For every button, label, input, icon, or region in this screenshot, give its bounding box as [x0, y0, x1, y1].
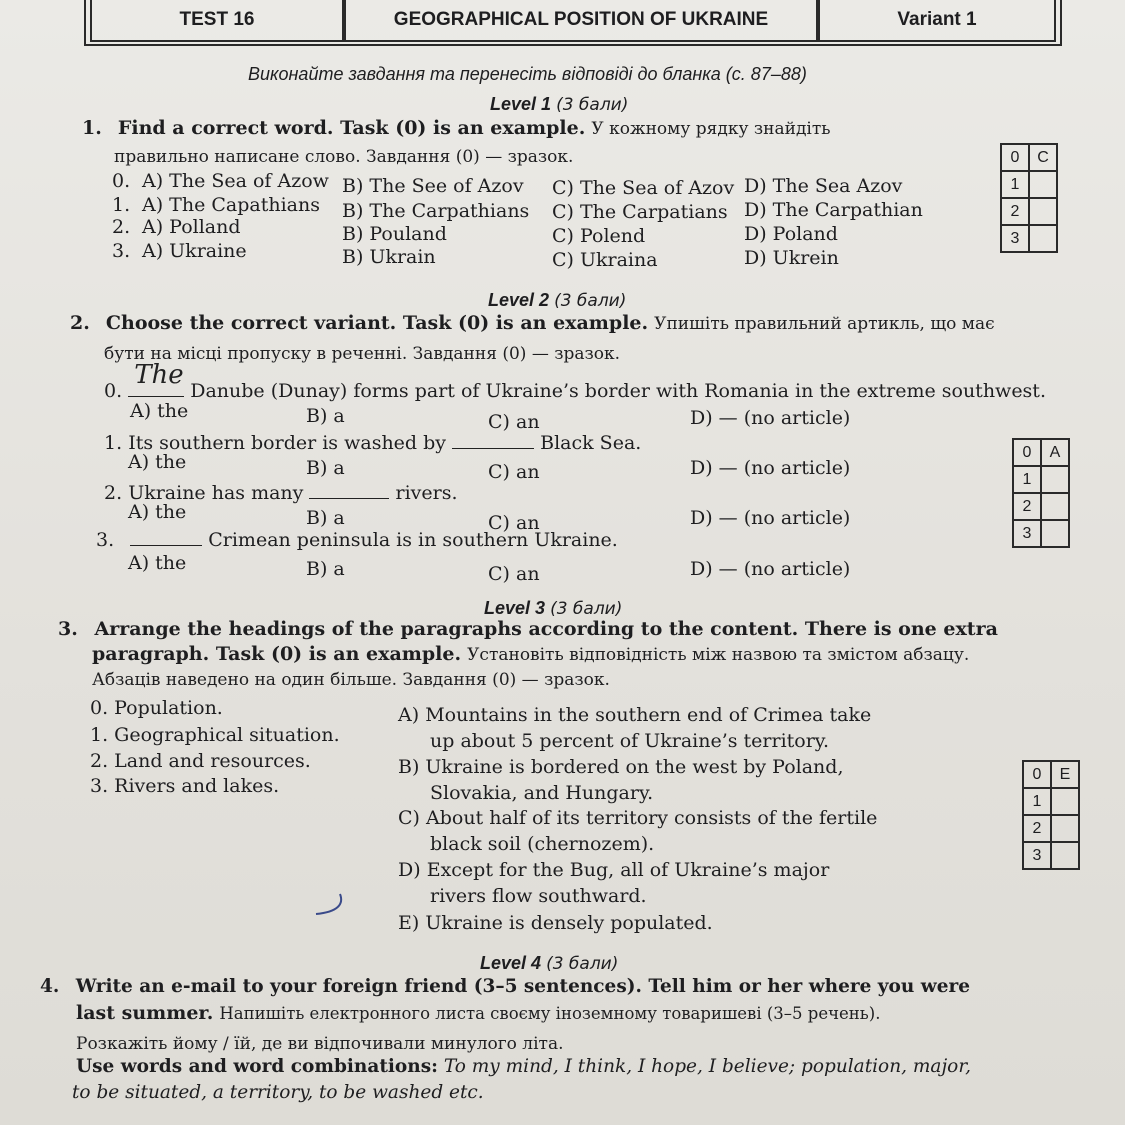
answer-cell-3[interactable] [1041, 520, 1069, 547]
use-words-list: To my mind, I think, I hope, I believe; population, major, [443, 1056, 972, 1077]
sentence-2-num: 2. [104, 482, 123, 504]
task3-text-en: Arrange the headings of the paragraphs according to the content. There is one extra [94, 618, 998, 640]
answer-cell-1[interactable] [1041, 466, 1069, 493]
header-test [90, 0, 344, 42]
answer-cell-1[interactable] [1051, 788, 1079, 815]
level1-title: Level 1 [490, 94, 552, 114]
heading-2: 2. Land and resources. [90, 750, 311, 772]
task4-line4 [76, 1056, 971, 1077]
level1-points: (3 бали) [556, 95, 629, 115]
use-words-label: Use words and word combinations: [76, 1056, 438, 1077]
paragraph-e [398, 912, 713, 934]
task1-row-2-a[interactable]: A) Polland [142, 216, 241, 238]
task4-line5: to be situated, a territory, to be washed etc. [72, 1082, 484, 1103]
level3-points: (3 бали) [550, 599, 623, 619]
sentence-1-blank[interactable] [452, 430, 534, 449]
s3-opt-a[interactable]: A) the [128, 552, 187, 574]
task1-row-3-num: 3. [112, 240, 131, 262]
s3-opt-d[interactable]: D) — (no article) [690, 558, 851, 580]
grid-cell-example: E [1051, 761, 1079, 788]
s0-opt-b[interactable]: B) a [306, 405, 345, 427]
s0-opt-c[interactable]: C) an [488, 411, 540, 433]
grid-header-num: 0 [1023, 761, 1051, 788]
task1-row-1-a[interactable]: A) The Capathians [142, 194, 320, 216]
task1-text-en: Find a correct word. Task (0) is an example. [117, 117, 586, 139]
answer-cell-2[interactable] [1029, 198, 1057, 225]
task3-text-en2: paragraph. Task (0) is an example. [92, 643, 462, 665]
task1-row-2-num: 2. [112, 216, 131, 238]
task2-text-en: Choose the correct variant. Task (0) is an example. [105, 312, 649, 334]
task1-text-ua: У кожному рядку знайдіть [591, 119, 831, 139]
test-number: TEST 16 [179, 9, 255, 30]
paragraph-letter: C) [398, 807, 420, 829]
paragraph-letter: D) [398, 859, 421, 881]
heading-0: 0. Population. [90, 697, 223, 719]
task4-line2 [76, 1002, 880, 1024]
paragraph-text: About half of its territory consists of the fertile [426, 807, 878, 829]
task3-line3: Абзаців наведено на один більше. Завдання (0) — зразок. [92, 670, 610, 690]
task4-text-ua: Напишіть електронного листа своєму іноземному товаришеві (3–5 речень). [219, 1004, 881, 1023]
task1-row-0-b[interactable]: B) The See of Azov [342, 175, 524, 197]
sentence-2-text-a: Ukraine has many [128, 482, 304, 504]
grid-row-label: 1 [1013, 466, 1041, 493]
grid-row-label: 3 [1013, 520, 1041, 547]
paragraph-letter: E) [398, 912, 420, 934]
task4-line3: Розкажіть йому / їй, де ви відпочивали минулого літа. [76, 1034, 564, 1054]
grid-header-num: 0 [1013, 439, 1041, 466]
task1-row-0-a[interactable]: A) The Sea of Azow [142, 170, 329, 192]
grid-row-label: 2 [1013, 493, 1041, 520]
s1-opt-c[interactable]: C) an [488, 461, 540, 483]
grid-cell-example: A [1041, 439, 1069, 466]
paragraph-text: Ukraine is bordered on the west by Poland, [425, 756, 844, 778]
answer-cell-3[interactable] [1029, 225, 1057, 252]
sentence-0-blank [128, 360, 184, 397]
s3-opt-b[interactable]: B) a [306, 558, 345, 580]
task1-row-2-b[interactable]: B) Pouland [342, 223, 447, 245]
level2-heading [488, 290, 626, 311]
task3-number: 3. [58, 618, 78, 640]
task1-row-0-d[interactable]: D) The Sea Azov [744, 175, 903, 197]
paragraph-c-line2: black soil (chernozem). [430, 833, 655, 855]
grid-row-label: 3 [1023, 842, 1051, 869]
sentence-3-text: Crimean peninsula is in southern Ukraine. [208, 529, 618, 551]
paragraph-c [398, 807, 877, 829]
task3-line2 [92, 643, 969, 665]
sentence-1-num: 1. [104, 432, 123, 454]
sentence-3-blank[interactable] [130, 527, 202, 546]
s1-opt-d[interactable]: D) — (no article) [690, 457, 851, 479]
sentence-2-blank[interactable] [309, 480, 389, 499]
paragraph-letter: A) [398, 704, 420, 726]
heading-1: 1. Geographical situation. [90, 724, 340, 746]
sentence-1-text-a: Its southern border is washed by [128, 432, 447, 454]
pen-mark-icon [308, 890, 348, 920]
task1-row-3-a[interactable]: A) Ukraine [142, 240, 247, 262]
answer-cell-1[interactable] [1029, 171, 1057, 198]
s2-opt-a[interactable]: A) the [128, 501, 187, 523]
task1-row-2-d[interactable]: D) Poland [744, 223, 838, 245]
paragraph-b [398, 756, 843, 778]
variant-label: Variant 1 [897, 9, 977, 30]
sentence-3-num: 3. [96, 529, 115, 551]
task2-answer-grid [1012, 438, 1070, 548]
task4-text-en: Write an e-mail to your foreign friend (3–5 sentences). Tell him or her where you were [75, 976, 971, 997]
answer-cell-2[interactable] [1051, 815, 1079, 842]
task1-row-1-d[interactable]: D) The Carpathian [744, 199, 923, 221]
level1-heading [490, 94, 628, 115]
task1-row-0-c[interactable]: C) The Sea of Azov [552, 177, 735, 199]
sentence-2-text-b: rivers. [395, 482, 458, 504]
task1-row-3-b[interactable]: B) Ukrain [342, 246, 436, 268]
answer-cell-3[interactable] [1051, 842, 1079, 869]
task4-number: 4. [40, 976, 60, 997]
task1-row-3-c[interactable]: C) Ukraina [552, 249, 658, 271]
paragraph-text: Ukraine is densely populated. [425, 912, 713, 934]
level4-heading [480, 953, 618, 974]
paragraph-a-line2: up about 5 percent of Ukraine’s territory. [430, 730, 830, 752]
s0-opt-a[interactable]: A) the [130, 400, 189, 422]
sentence-0-num: 0. [104, 380, 123, 402]
s2-opt-d[interactable]: D) — (no article) [690, 507, 851, 529]
level3-heading [484, 598, 622, 619]
task1-row-1-c[interactable]: C) The Carpatians [552, 201, 728, 223]
task1-row-3-d[interactable]: D) Ukrein [744, 247, 839, 269]
task2-number: 2. [70, 312, 90, 334]
sentence-1-text-b: Black Sea. [540, 432, 642, 454]
task1-row-2-c[interactable]: C) Polend [552, 225, 646, 247]
grid-header-num: 0 [1001, 144, 1029, 171]
task1-row-1-b[interactable]: B) The Carpathians [342, 200, 530, 222]
task1-line1 [82, 117, 831, 139]
heading-3: 3. Rivers and lakes. [90, 775, 280, 797]
task3-text-ua: Установіть відповідність між назвою та змістом абзацу. [467, 645, 970, 665]
task2-line1 [70, 312, 995, 334]
task2-sentence-0 [104, 360, 1046, 402]
header-variant [818, 0, 1056, 42]
grid-row-label: 1 [1023, 788, 1051, 815]
grid-row-label: 2 [1001, 198, 1029, 225]
paragraph-d-line2: rivers flow southward. [430, 885, 647, 907]
s3-opt-c[interactable]: C) an [488, 563, 540, 585]
s1-opt-a[interactable]: A) the [128, 451, 187, 473]
paragraph-a [398, 704, 871, 726]
task4-line1 [40, 976, 970, 997]
grid-row-label: 2 [1023, 815, 1051, 842]
header-title [344, 0, 818, 42]
level4-title: Level 4 [480, 953, 542, 973]
instructions: Виконайте завдання та перенесіть відповіді до бланка (с. 87–88) [248, 64, 807, 84]
task2-text-ua: Упишіть правильний артикль, що має [654, 314, 995, 334]
task1-row-1-num: 1. [112, 194, 131, 216]
task1-row-0-num: 0. [112, 170, 131, 192]
answer-cell-2[interactable] [1041, 493, 1069, 520]
level3-title: Level 3 [484, 598, 546, 618]
task1-number: 1. [82, 117, 102, 139]
test-title: GEOGRAPHICAL POSITION OF UKRAINE [393, 9, 769, 30]
s2-opt-c[interactable]: C) an [488, 512, 540, 534]
paragraph-text: Mountains in the southern end of Crimea take [425, 704, 872, 726]
sentence-0-text: Danube (Dunay) forms part of Ukraine’s border with Romania in the extreme southwest. [190, 380, 1046, 402]
grid-row-label: 1 [1001, 171, 1029, 198]
level4-points: (3 бали) [546, 954, 619, 974]
grid-row-label: 3 [1001, 225, 1029, 252]
task1-line2: правильно написане слово. Завдання (0) — зразок. [114, 147, 574, 167]
task2-line2: бути на місці пропуску в реченні. Завдання (0) — зразок. [104, 344, 621, 364]
task1-answer-grid [1000, 143, 1058, 253]
paragraph-d [398, 859, 829, 881]
task4-text-en2: last summer. [76, 1002, 214, 1024]
paragraph-text: Except for the Bug, all of Ukraine’s major [426, 859, 830, 881]
s1-opt-b[interactable]: B) a [306, 457, 345, 479]
level2-title: Level 2 [488, 290, 550, 310]
paragraph-letter: B) [398, 756, 420, 778]
grid-cell-example: C [1029, 144, 1057, 171]
level2-points: (3 бали) [554, 291, 627, 311]
task2-sentence-3 [96, 527, 618, 551]
s2-opt-b[interactable]: B) a [306, 507, 345, 529]
task3-line1 [58, 618, 998, 640]
handwritten-answer: The [134, 360, 184, 390]
s0-opt-d[interactable]: D) — (no article) [690, 407, 851, 429]
paragraph-b-line2: Slovakia, and Hungary. [430, 782, 654, 804]
task3-answer-grid [1022, 760, 1080, 870]
